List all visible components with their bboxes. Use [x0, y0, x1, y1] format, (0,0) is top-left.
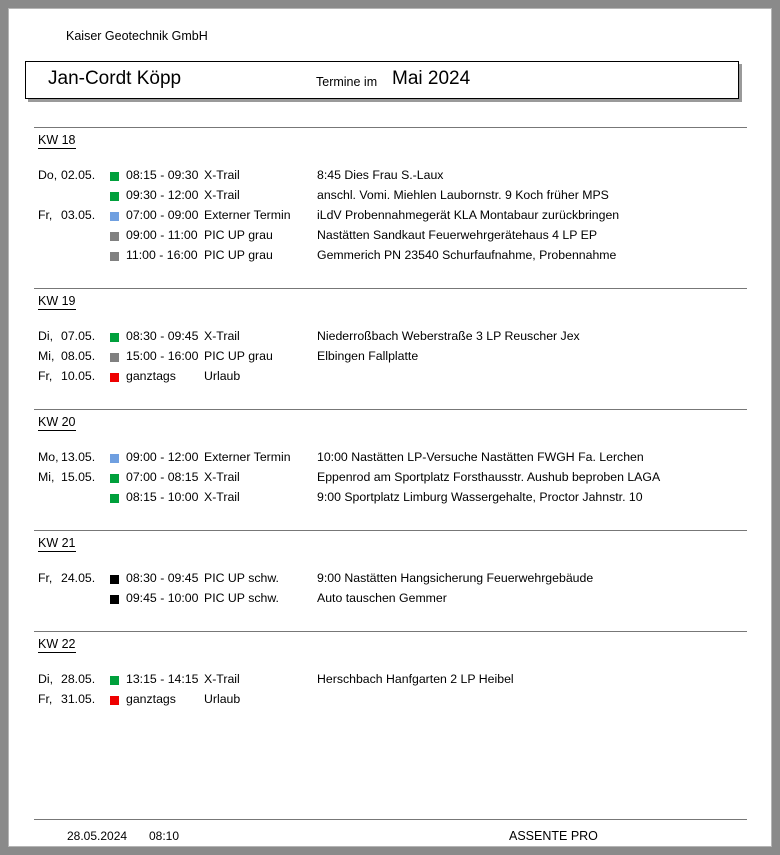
- category-color-swatch: [110, 676, 119, 685]
- appointment-note: Nastätten Sandkaut Feuerwehrgerätehaus 4 LP EP: [317, 228, 598, 242]
- appointment-row[interactable]: [9, 571, 773, 591]
- appointment-note: 9:00 Sportplatz Limburg Wassergehalte, Proctor Jahnstr. 10: [317, 490, 643, 504]
- appointment-row[interactable]: [9, 490, 773, 510]
- appointment-weekday: Do,: [38, 168, 58, 182]
- week-divider: [34, 530, 747, 531]
- appointment-note: 9:00 Nastätten Hangsicherung Feuerwehrgebäude: [317, 571, 594, 585]
- footer-brand: ASSENTE PRO: [509, 829, 598, 843]
- appointment-date: 03.05.: [61, 208, 96, 222]
- appointment-row[interactable]: [9, 591, 773, 611]
- appointment-category: X-Trail: [204, 672, 240, 686]
- week-divider: [34, 409, 747, 410]
- footer-time: 08:10: [149, 829, 180, 843]
- category-color-swatch: [110, 192, 119, 201]
- appointment-category: Urlaub: [204, 692, 241, 706]
- appointment-time: 15:00 - 16:00: [126, 349, 199, 363]
- appointment-weekday: Fr,: [38, 369, 53, 383]
- appointment-note: Herschbach Hanfgarten 2 LP Heibel: [317, 672, 514, 686]
- appointment-time: 08:30 - 09:45: [126, 329, 199, 343]
- title-subtitle: Termine im: [316, 75, 378, 89]
- appointment-time: 07:00 - 09:00: [126, 208, 199, 222]
- category-color-swatch: [110, 454, 119, 463]
- title-header: [25, 61, 739, 99]
- appointment-note: 10:00 Nastätten LP-Versuche Nastätten FWGH Fa. Lerchen: [317, 450, 644, 464]
- appointment-note: Auto tauschen Gemmer: [317, 591, 447, 605]
- appointment-category: PIC UP schw.: [204, 571, 279, 585]
- appointment-note: 8:45 Dies Frau S.-Laux: [317, 168, 444, 182]
- appointment-date: 31.05.: [61, 692, 96, 706]
- category-color-swatch: [110, 333, 119, 342]
- appointment-time: 09:30 - 12:00: [126, 188, 199, 202]
- week-label: KW 21: [38, 536, 76, 550]
- appointment-category: Externer Termin: [204, 208, 291, 222]
- appointment-date: 13.05.: [61, 450, 96, 464]
- category-color-swatch: [110, 575, 119, 584]
- appointment-category: X-Trail: [204, 490, 240, 504]
- appointment-category: PIC UP grau: [204, 228, 273, 242]
- week-label: KW 22: [38, 637, 76, 651]
- appointment-date: 08.05.: [61, 349, 96, 363]
- category-color-swatch: [110, 474, 119, 483]
- appointment-category: Externer Termin: [204, 450, 291, 464]
- week-divider: [34, 288, 747, 289]
- appointment-category: PIC UP schw.: [204, 591, 279, 605]
- appointment-category: X-Trail: [204, 329, 240, 343]
- company-name: Kaiser Geotechnik GmbH: [66, 29, 208, 43]
- appointment-category: PIC UP grau: [204, 248, 273, 262]
- appointment-row[interactable]: [9, 692, 773, 712]
- appointment-weekday: Fr,: [38, 208, 53, 222]
- appointment-row[interactable]: [9, 349, 773, 369]
- appointment-date: 02.05.: [61, 168, 96, 182]
- appointment-weekday: Mi,: [38, 349, 55, 363]
- appointment-time: 13:15 - 14:15: [126, 672, 199, 686]
- footer-date: 28.05.2024: [67, 829, 128, 843]
- title-month: Mai 2024: [392, 68, 471, 89]
- appointment-weekday: Mo,: [38, 450, 59, 464]
- appointment-date: 28.05.: [61, 672, 96, 686]
- category-color-swatch: [110, 172, 119, 181]
- appointment-time: 09:45 - 10:00: [126, 591, 199, 605]
- appointment-time: 08:15 - 10:00: [126, 490, 199, 504]
- footer-divider: [34, 819, 747, 820]
- appointment-weekday: Di,: [38, 329, 54, 343]
- appointment-weekday: Di,: [38, 672, 54, 686]
- appointment-time: 09:00 - 12:00: [126, 450, 199, 464]
- appointment-note: Gemmerich PN 23540 Schurfaufnahme, Probennahme: [317, 248, 617, 262]
- appointment-time: 08:30 - 09:45: [126, 571, 199, 585]
- appointment-row[interactable]: [9, 329, 773, 349]
- category-color-swatch: [110, 252, 119, 261]
- appointment-category: Urlaub: [204, 369, 241, 383]
- category-color-swatch: [110, 494, 119, 503]
- appointment-date: 24.05.: [61, 571, 96, 585]
- week-divider: [34, 631, 747, 632]
- appointment-row[interactable]: [9, 470, 773, 490]
- appointment-time: 08:15 - 09:30: [126, 168, 199, 182]
- appointment-weekday: Fr,: [38, 571, 53, 585]
- appointment-row[interactable]: [9, 248, 773, 268]
- appointment-row[interactable]: [9, 672, 773, 692]
- appointment-note: anschl. Vomi. Miehlen Laubornstr. 9 Koch früher MPS: [317, 188, 609, 202]
- week-label: KW 20: [38, 415, 76, 429]
- category-color-swatch: [110, 232, 119, 241]
- appointment-date: 10.05.: [61, 369, 96, 383]
- appointment-time: 07:00 - 08:15: [126, 470, 199, 484]
- appointment-note: Elbingen Fallplatte: [317, 349, 419, 363]
- appointment-date: 15.05.: [61, 470, 96, 484]
- appointment-category: X-Trail: [204, 470, 240, 484]
- appointment-time: 11:00 - 16:00: [126, 248, 198, 262]
- week-label: KW 19: [38, 294, 76, 308]
- appointment-time: ganztags: [126, 692, 176, 706]
- document-page: [8, 8, 772, 847]
- appointment-row[interactable]: [9, 168, 773, 188]
- appointment-time: 09:00 - 11:00: [126, 228, 198, 242]
- category-color-swatch: [110, 353, 119, 362]
- appointment-row[interactable]: [9, 208, 773, 228]
- category-color-swatch: [110, 373, 119, 382]
- appointment-row[interactable]: [9, 228, 773, 248]
- appointment-category: PIC UP grau: [204, 349, 273, 363]
- appointment-time: ganztags: [126, 369, 176, 383]
- appointment-category: X-Trail: [204, 168, 240, 182]
- week-divider: [34, 127, 747, 128]
- appointment-date: 07.05.: [61, 329, 96, 343]
- week-label: KW 18: [38, 133, 76, 147]
- category-color-swatch: [110, 696, 119, 705]
- appointment-row[interactable]: [9, 450, 773, 470]
- category-color-swatch: [110, 212, 119, 221]
- person-name: Jan-Cordt Köpp: [48, 68, 182, 89]
- appointment-weekday: Fr,: [38, 692, 53, 706]
- appointment-row[interactable]: [9, 369, 773, 389]
- appointment-note: Niederroßbach Weberstraße 3 LP Reuscher Jex: [317, 329, 580, 343]
- appointment-row[interactable]: [9, 188, 773, 208]
- appointment-category: X-Trail: [204, 188, 240, 202]
- category-color-swatch: [110, 595, 119, 604]
- appointment-note: iLdV Probennahmegerät KLA Montabaur zurückbringen: [317, 208, 620, 222]
- appointment-weekday: Mi,: [38, 470, 55, 484]
- appointment-note: Eppenrod am Sportplatz Forsthausstr. Aushub beproben LAGA: [317, 470, 661, 484]
